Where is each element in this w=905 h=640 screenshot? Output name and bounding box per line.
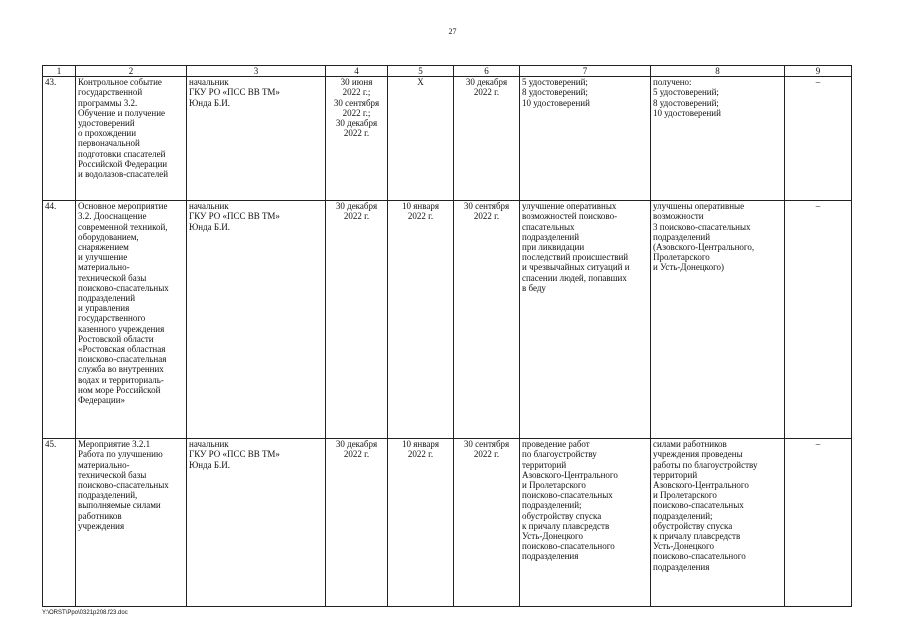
header-cell: 5 bbox=[388, 66, 454, 77]
end-date: 30 декабря 2022 г. bbox=[454, 77, 520, 201]
table-row bbox=[43, 77, 852, 201]
start-date: 10 января 2022 г. bbox=[388, 439, 454, 607]
planned-date: 30 декабря 2022 г. bbox=[326, 201, 388, 439]
header-cell: 9 bbox=[785, 66, 852, 77]
report-table bbox=[42, 65, 852, 607]
actual-result: силами работников учреждения проведены работы по благоустройству территорий Азовского-Центрального и Пролетарского поисково-спасательных подразделений; обустройству спуска к причалу плавсредств Усть-Донецкого поисково-спасательного подразделения bbox=[651, 439, 785, 607]
actual-result: получено: 5 удостоверений; 8 удостоверений; 10 удостоверений bbox=[651, 77, 785, 201]
responsible: начальник ГКУ РО «ПСС ВВ ТМ» Юнда Б.И. bbox=[187, 439, 326, 607]
start-date: 10 января 2022 г. bbox=[388, 201, 454, 439]
header-cell: 2 bbox=[76, 66, 187, 77]
header-cell: 3 bbox=[187, 66, 326, 77]
page-number: 27 bbox=[448, 27, 457, 36]
row-number: 45. bbox=[43, 439, 76, 607]
responsible: начальник ГКУ РО «ПСС ВВ ТМ» Юнда Б.И. bbox=[187, 77, 326, 201]
header-cell: 4 bbox=[326, 66, 388, 77]
header-cell: 6 bbox=[454, 66, 520, 77]
expected-result: улучшение оперативных возможностей поисково- спасательных подразделений при ликвидации последствий происшествий и чрезвычайных ситуаций и спасении людей, попавших в беду bbox=[520, 201, 651, 439]
header-cell: 8 bbox=[651, 66, 785, 77]
event-name: Контрольное событие государственной программы 3.2. Обучение и получение удостоверений о прохождении первоначальной подготовки спасателей Российской Федерации и водолазов-спасателей bbox=[76, 77, 187, 201]
row-number: 43. bbox=[43, 77, 76, 201]
row-number: 44. bbox=[43, 201, 76, 439]
end-date: 30 сентября 2022 г. bbox=[454, 201, 520, 439]
event-name: Основное мероприятие 3.2. Дооснащение современной техникой, оборудованием, снаряжением и улучшение материально- технической базы поисково-спасательных подразделений и управления государственного казенного учреждения Ростовской области «Ростовская областная поисково-спасательная служба во внутренних водах и территориаль- ном море Российской Федерации» bbox=[76, 201, 187, 439]
header-cell: 1 bbox=[43, 66, 76, 77]
reason-cell: – bbox=[785, 439, 852, 607]
header-row bbox=[43, 66, 852, 77]
table-row bbox=[43, 201, 852, 439]
file-path-footer: Y:\ORST\Ppo\0321p208.f23.doc bbox=[42, 610, 128, 616]
table-row bbox=[43, 439, 852, 607]
reason-cell: – bbox=[785, 201, 852, 439]
event-name: Мероприятие 3.2.1 Работа по улучшению материально- технической базы поисково-спасательных подразделений, выполняемые силами работников учреждения bbox=[76, 439, 187, 607]
end-date: 30 сентября 2022 г. bbox=[454, 439, 520, 607]
actual-result: улучшены оперативные возможности 3 поисково-спасательных подразделений (Азовского-Центрального, Пролетарского и Усть-Донецкого) bbox=[651, 201, 785, 439]
expected-result: 5 удостоверений; 8 удостоверений; 10 удостоверений bbox=[520, 77, 651, 201]
reason-cell: – bbox=[785, 77, 852, 201]
planned-date: 30 июня 2022 г.; 30 сентября 2022 г.; 30 декабря 2022 г. bbox=[326, 77, 388, 201]
header-cell: 7 bbox=[520, 66, 651, 77]
responsible: начальник ГКУ РО «ПСС ВВ ТМ» Юнда Б.И. bbox=[187, 201, 326, 439]
expected-result: проведение работ по благоустройству территорий Азовского-Центрального и Пролетарского поисково-спасательных подразделений; обустройству спуска к причалу плавсредств Усть-Донецкого поисково-спасательного подразделения bbox=[520, 439, 651, 607]
start-date: Х bbox=[388, 77, 454, 201]
planned-date: 30 декабря 2022 г. bbox=[326, 439, 388, 607]
